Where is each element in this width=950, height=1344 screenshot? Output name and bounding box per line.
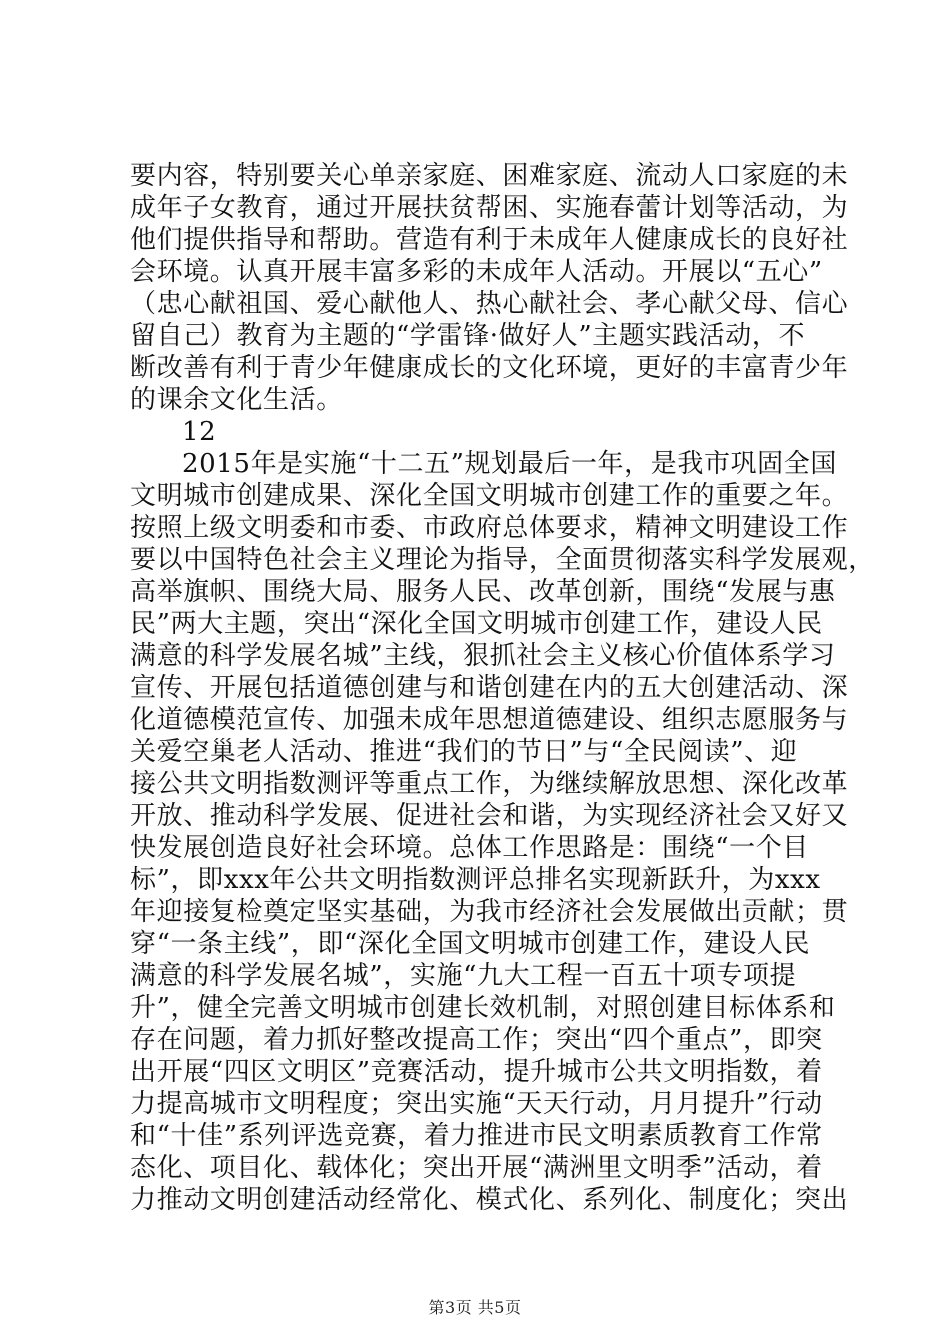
section-number: 12 (182, 417, 217, 447)
text-line: 满意的科学发展名城”，实施“九大工程一百五十项专项提 (130, 961, 797, 991)
text-line: 要内容，特别要关心单亲家庭、困难家庭、流动人口家庭的未 (130, 161, 849, 191)
paragraph-2 (130, 448, 875, 1216)
text-line: 年迎接复检奠定坚实基础，为我市经济社会发展做出贡献；贯 (130, 897, 849, 927)
text-line: 化道德模范宣传、加强未成年思想道德建设、组织志愿服务与 (130, 705, 849, 735)
text-line: 关爱空巢老人活动、推进“我们的节日”与“全民阅读”、迎 (130, 737, 798, 767)
text-line: 存在问题，着力抓好整改提高工作；突出“四个重点”，即突 (130, 1025, 823, 1055)
text-line: 出开展“四区文明区”竞赛活动，提升城市公共文明指数，着 (130, 1057, 823, 1087)
text-line: 快发展创造良好社会环境。总体工作思路是：围绕“一个目 (130, 833, 809, 863)
text-line: 高举旗帜、围绕大局、服务人民、改革创新，围绕“发展与惠 (130, 577, 836, 607)
paragraph-1 (130, 160, 849, 416)
text-line: 满意的科学发展名城”主线，狠抓社会主义核心价值体系学习 (130, 641, 836, 671)
text-line: 和“十佳”系列评选竞赛，着力推进市民文明素质教育工作常 (130, 1121, 823, 1151)
text-line: 他们提供指导和帮助。营造有利于未成年人健康成长的良好社 (130, 225, 849, 255)
text-line: 的课余文化生活。 (130, 385, 343, 415)
page-footer: 第3页 共5页 (428, 1298, 522, 1317)
text-line: 留自己）教育为主题的“学雷锋·做好人”主题实践活动，不 (130, 321, 806, 351)
text-line: 文明城市创建成果、深化全国文明城市创建工作的重要之年。 (130, 481, 849, 511)
text-line: 要以中国特色社会主义理论为指导，全面贯彻落实科学发展观， (130, 545, 875, 575)
text-line: 态化、项目化、载体化；突出开展“满洲里文明季”活动，着 (130, 1153, 823, 1183)
text-line: 2015年是实施“十二五”规划最后一年，是我市巩固全国 (182, 449, 837, 479)
text-line: 力提高城市文明程度；突出实施“天天行动，月月提升”行动 (130, 1089, 823, 1119)
text-line: 力推动文明创建活动经常化、模式化、系列化、制度化；突出 (130, 1185, 849, 1215)
text-line: 会环境。认真开展丰富多彩的未成年人活动。开展以“五心” (130, 257, 823, 287)
text-line: 标”，即xxx年公共文明指数测评总排名实现新跃升，为xxx (130, 865, 821, 895)
text-line: 升”，健全完善文明城市创建长效机制，对照创建目标体系和 (130, 993, 836, 1023)
document-body (130, 160, 875, 1216)
text-line: 按照上级文明委和市委、市政府总体要求，精神文明建设工作 (130, 513, 849, 543)
text-line: 开放、推动科学发展、促进社会和谐，为实现经济社会又好又 (130, 801, 849, 831)
text-line: 民”两大主题，突出“深化全国文明城市创建工作，建设人民 (130, 609, 823, 639)
text-line: 宣传、开展包括道德创建与和谐创建在内的五大创建活动、深 (130, 673, 849, 703)
text-line: 成年子女教育，通过开展扶贫帮困、实施春蕾计划等活动，为 (130, 193, 849, 223)
text-line: （忠心献祖国、爱心献他人、热心献社会、孝心献父母、信心 (130, 289, 849, 319)
text-line: 断改善有利于青少年健康成长的文化环境，更好的丰富青少年 (130, 353, 849, 383)
text-line: 穿“一条主线”，即“深化全国文明城市创建工作，建设人民 (130, 929, 811, 959)
text-line: 接公共文明指数测评等重点工作，为继续解放思想、深化改革 (130, 769, 849, 799)
